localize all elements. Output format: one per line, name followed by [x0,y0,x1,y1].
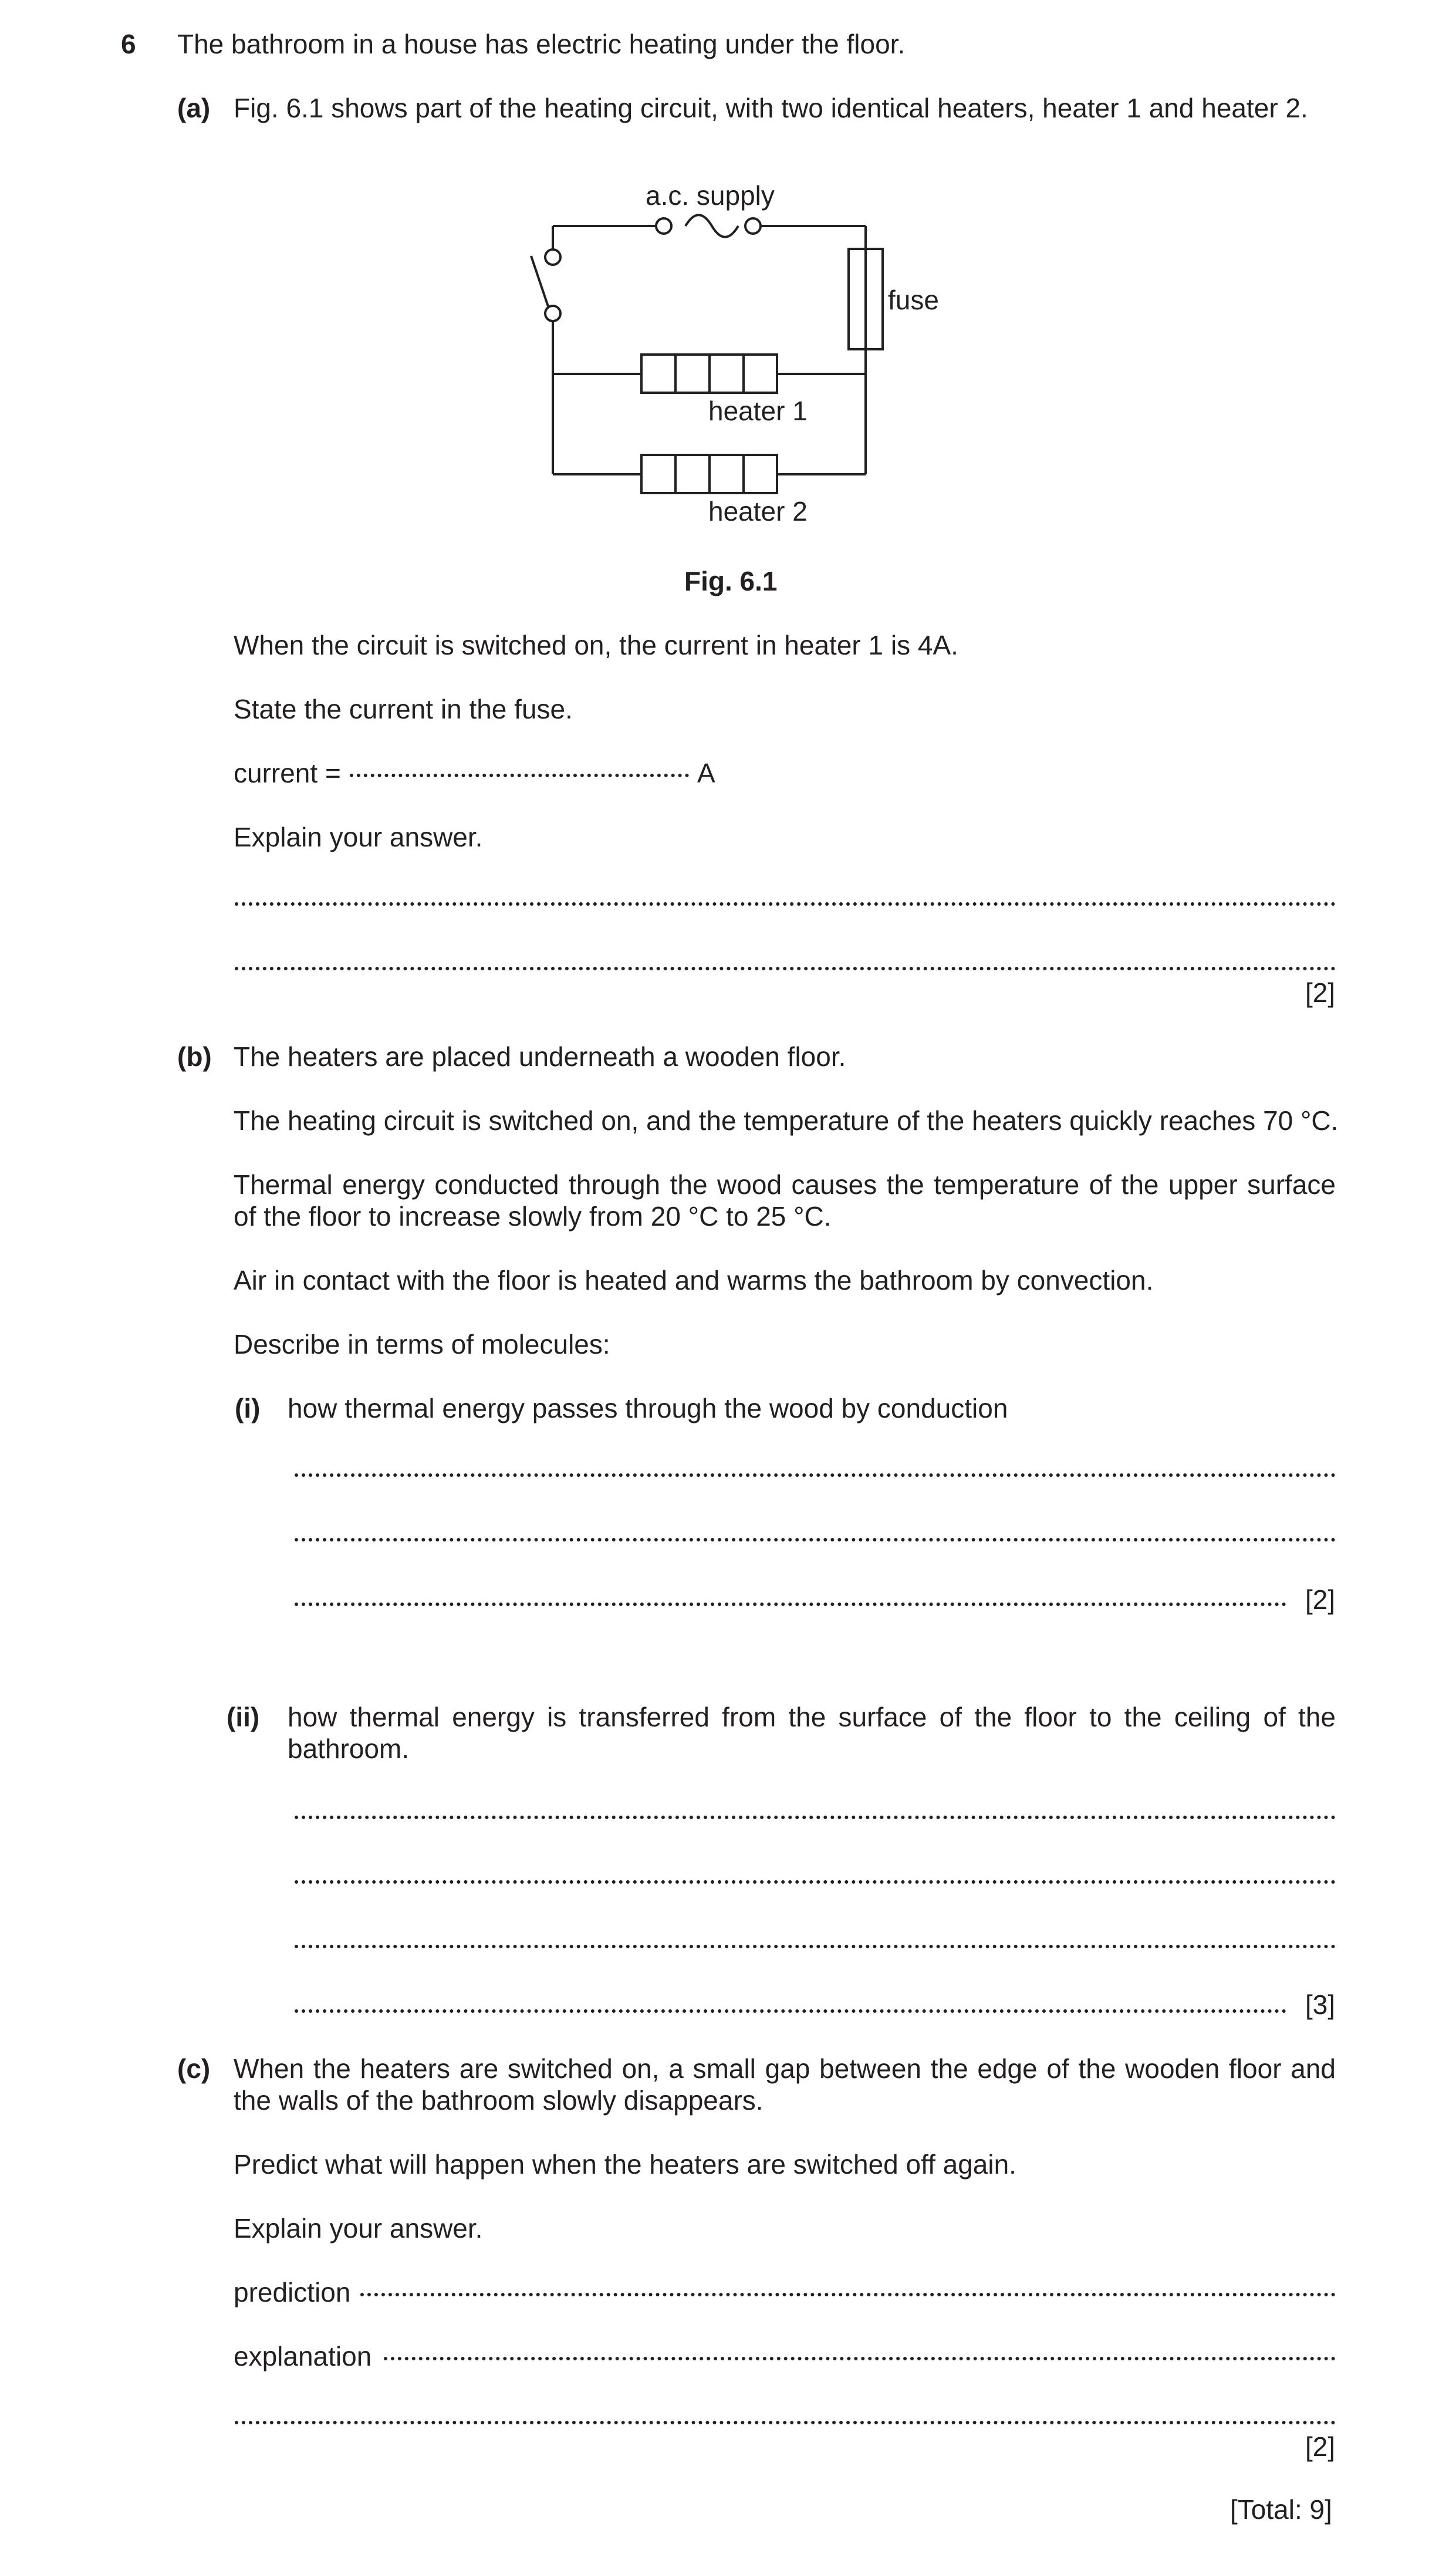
part-b-ii-marks: [3] [1305,1989,1336,2020]
prediction-answer-line[interactable] [360,2293,1336,2296]
explanation-answer-line-1[interactable] [384,2357,1336,2360]
part-b-i-label: (i) [235,1393,261,1423]
part-b-line-4: Air in contact with the floor is heated and warms the bathroom by convection. [234,1265,1154,1296]
part-b-i-text: how thermal energy passes through the wood by conduction [288,1393,1008,1423]
part-b-line-2: The heating circuit is switched on, and the temperature of the heaters quickly reaches 70 °C. [234,1105,1339,1136]
switch-contact-bottom [545,306,560,321]
part-a-answer-line-2[interactable] [235,967,1336,970]
fuse-label: fuse [888,285,939,315]
heater1-symbol [641,355,777,393]
explanation-label: explanation [234,2341,372,2372]
question-number: 6 [121,29,136,59]
part-b-line-5: Describe in terms of molecules: [234,1329,610,1360]
part-c-marks: [2] [1305,2431,1336,2462]
part-a-statement: When the circuit is switched on, the current in heater 1 is 4A. [234,630,958,660]
ac-symbol [685,215,738,237]
part-a-label: (a) [177,93,211,123]
part-b-label: (b) [177,1041,212,1072]
part-b-i-answer-line-2[interactable] [295,1538,1336,1541]
part-b-line-1: The heaters are placed underneath a wooden floor. [234,1041,846,1072]
part-c-text: When the heaters are switched on, a small gap between the edge of the wooden floor and the walls of the bathroom slowly disappears. [234,2053,1336,2116]
current-answer-prefix: current = [234,758,341,788]
part-c-label: (c) [177,2053,211,2084]
question-intro: The bathroom in a house has electric heating under the floor. [177,29,906,59]
part-b-ii-answer-line-3[interactable] [295,1945,1336,1948]
heater1-label: heater 1 [708,396,808,426]
part-b-ii-label: (ii) [227,1702,260,1732]
current-answer-line[interactable] [350,774,689,777]
part-b-i-answer-line-3[interactable] [295,1603,1286,1606]
part-a-answer-line-1[interactable] [235,902,1336,906]
part-b-ii-answer-line-2[interactable] [295,1880,1336,1884]
explanation-answer-line-2[interactable] [235,2421,1336,2424]
part-b-ii-text: how thermal energy is transferred from the surface of the floor to the ceiling of the bathroom. [288,1702,1336,1764]
part-b-ii-answer-line-1[interactable] [295,1816,1336,1819]
switch-contact-top [545,249,560,265]
part-b-i-answer-line-1[interactable] [295,1473,1336,1477]
part-c-explain-prompt: Explain your answer. [234,2213,483,2244]
part-b-i-marks: [2] [1305,1584,1336,1615]
current-answer-unit: A [697,758,715,788]
heater2-label: heater 2 [708,496,808,527]
part-a-explain-prompt: Explain your answer. [234,822,483,852]
heater2-symbol [641,455,777,493]
part-b-line-3: Thermal energy conducted through the wood causes the temperature of the upper surface of the floor to increase slowly from 20 °C to 25 °C. [234,1169,1336,1232]
part-b-ii-answer-line-4[interactable] [295,2009,1286,2013]
part-c-predict-prompt: Predict what will happen when the heaters are switched off again. [234,2149,1016,2180]
prediction-label: prediction [234,2277,351,2308]
supply-terminal-left [656,218,671,234]
fuse-symbol [849,249,883,349]
figure-caption: Fig. 6.1 [684,566,778,596]
supply-terminal-right [745,218,761,234]
switch-lever [531,256,548,306]
supply-label: a.c. supply [646,180,775,211]
part-a-task: State the current in the fuse. [234,694,573,724]
total-marks: [Total: 9] [1230,2494,1332,2525]
part-a-intro: Fig. 6.1 shows part of the heating circuit, with two identical heaters, heater 1 and heater 2. [234,93,1308,123]
part-a-marks: [2] [1305,977,1336,1008]
